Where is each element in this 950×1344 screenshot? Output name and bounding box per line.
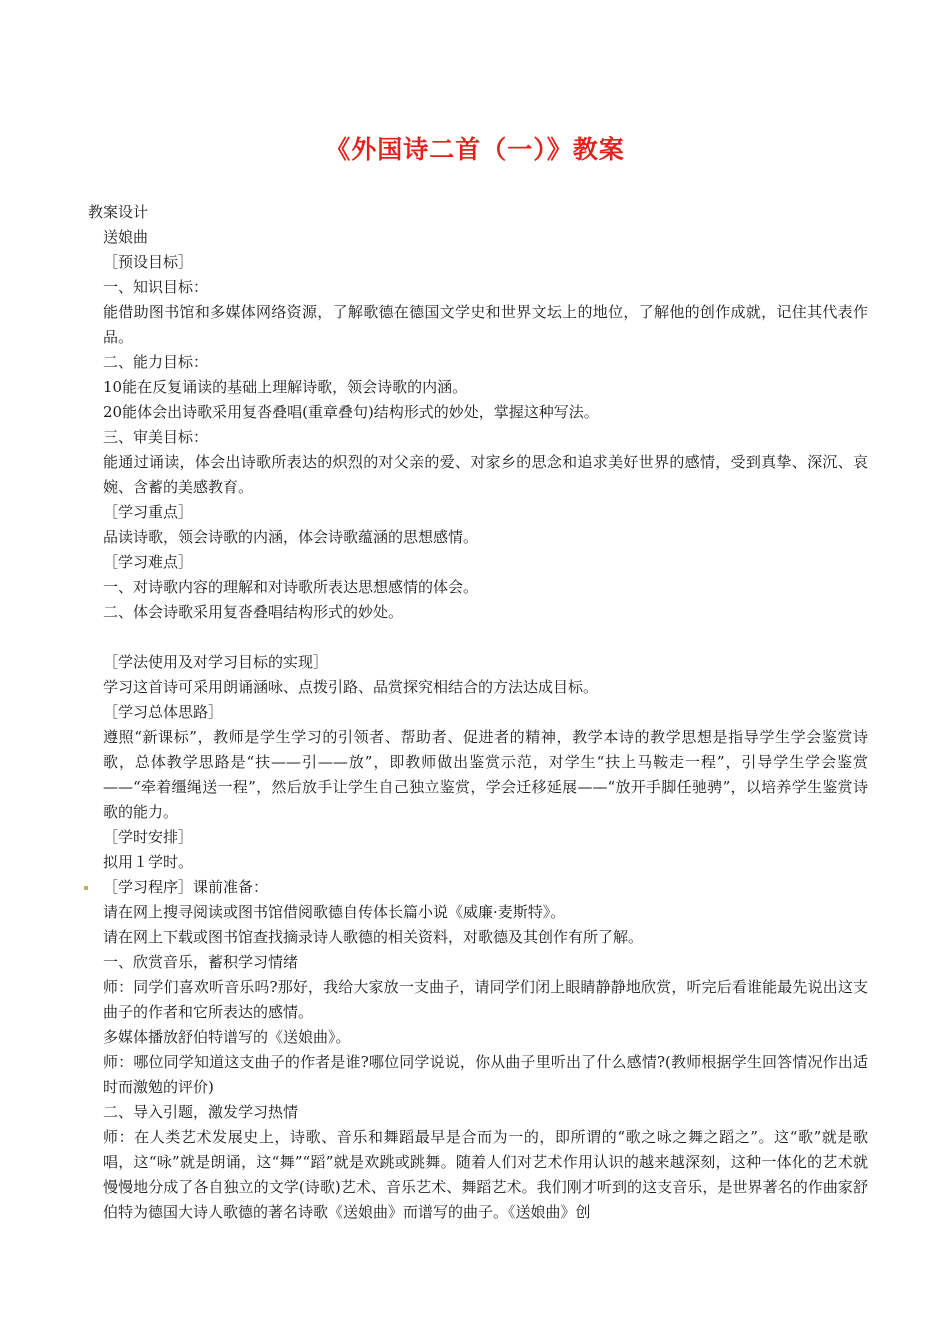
- heading-preset-goals: ［预设目标］: [103, 253, 194, 271]
- paragraph: 请在网上下载或图书馆查找摘录诗人歌德的相关资料，对歌德及其创作有所了解。: [103, 928, 644, 946]
- section-label: 教案设计: [88, 203, 149, 221]
- paragraph: 一、对诗歌内容的理解和对诗歌所表达思想感情的体会。: [103, 578, 479, 596]
- document-body: [88, 200, 868, 1225]
- paragraph: 能通过诵读，体会出诗歌所表达的炽烈的对父亲的爱、对家乡的思念和追求美好世界的感情，受到真挚、深沉、哀婉、含蓄的美感教育。: [103, 453, 868, 496]
- paragraph: 遵照“新课标”，教师是学生学习的引领者、帮助者、促进者的精神，教学本诗的教学思想是指导学生学会鉴赏诗歌，总体教学思路是“扶——引——放”，即教师做出鉴赏示范，对学生“扶上马鞍走一程”，引导学生学会鉴赏——“牵着缰绳送一程”，然后放手让学生自己独立鉴赏，学会迁移延展——“放开手脚任驰骋”，以培养学生鉴赏诗歌的能力。: [103, 728, 868, 821]
- step-heading-intro: 二、导入引题，激发学习热情: [103, 1103, 299, 1121]
- paragraph: 师：在人类艺术发展史上，诗歌、音乐和舞蹈最早是合而为一的，即所谓的“歌之咏之舞之蹈之”。这“歌”就是歌唱，这“咏”就是朗诵，这“舞”“蹈”就是欢跳或跳舞。随着人们对艺术作用认识的越来越深刻，这种一体化的艺术就慢慢地分成了各自独立的文学(诗歌)艺术、音乐艺术、舞蹈艺术。我们刚才听到的这支音乐，是世界著名的作曲家舒伯特为德国大诗人歌德的著名诗歌《送娘曲》而谱写的曲子。《送娘曲》创: [103, 1128, 868, 1221]
- procedure-row: [88, 875, 868, 900]
- paragraph: 10能在反复诵读的基础上理解诗歌，领会诗歌的内涵。: [103, 378, 468, 396]
- paragraph: 拟用１学时。: [103, 853, 194, 871]
- heading-key-points: ［学习重点］: [103, 503, 194, 521]
- step-heading-music: 一、欣赏音乐，蓄积学习情绪: [103, 953, 299, 971]
- paragraph: 多媒体播放舒伯特谱写的《送娘曲》。: [103, 1028, 351, 1046]
- page-title: 《外国诗二首（一）》教案: [325, 135, 625, 164]
- heading-difficulties: ［学习难点］: [103, 553, 194, 571]
- paragraph: 品读诗歌，领会诗歌的内涵，体会诗歌蕴涵的思想感情。: [103, 528, 479, 546]
- paragraph: 师：同学们喜欢听音乐吗?那好，我给大家放一支曲子，请同学们闭上眼睛静静地欣赏，听完后看谁能最先说出这支曲子的作者和它所表达的感情。: [103, 978, 868, 1021]
- poem-name: 送娘曲: [103, 228, 149, 246]
- heading-overall-approach: ［学习总体思路］: [103, 703, 224, 721]
- subheading-ability: 二、能力目标：: [103, 353, 209, 371]
- blank-line: [88, 625, 868, 650]
- subheading-aesthetic: 三、审美目标：: [103, 428, 209, 446]
- heading-methods: ［学法使用及对学习目标的实现］: [103, 653, 329, 671]
- paragraph: 师：哪位同学知道这支曲子的作者是谁?哪位同学说说，你从曲子里听出了什么感情?(教师根据学生回答情况作出适时而激勉的评价): [103, 1053, 868, 1096]
- paragraph: 二、体会诗歌采用复沓叠唱结构形式的妙处。: [103, 603, 404, 621]
- paragraph: 学习这首诗可采用朗诵涵咏、点拨引路、品赏探究相结合的方法达成目标。: [103, 678, 599, 696]
- paragraph: 请在网上搜寻阅读或图书馆借阅歌德自传体长篇小说《威廉·麦斯特》。: [103, 903, 566, 921]
- heading-procedure: ［学习程序］课前准备：: [103, 878, 269, 896]
- paragraph: 20能体会出诗歌采用复沓叠唱(重章叠句)结构形式的妙处，掌握这种写法。: [103, 403, 599, 421]
- heading-class-hours: ［学时安排］: [103, 828, 194, 846]
- margin-marker: [84, 886, 88, 890]
- paragraph: 能借助图书馆和多媒体网络资源，了解歌德在德国文学史和世界文坛上的地位，了解他的创作成就，记住其代表作品。: [103, 303, 868, 346]
- subheading-knowledge: 一、知识目标：: [103, 278, 209, 296]
